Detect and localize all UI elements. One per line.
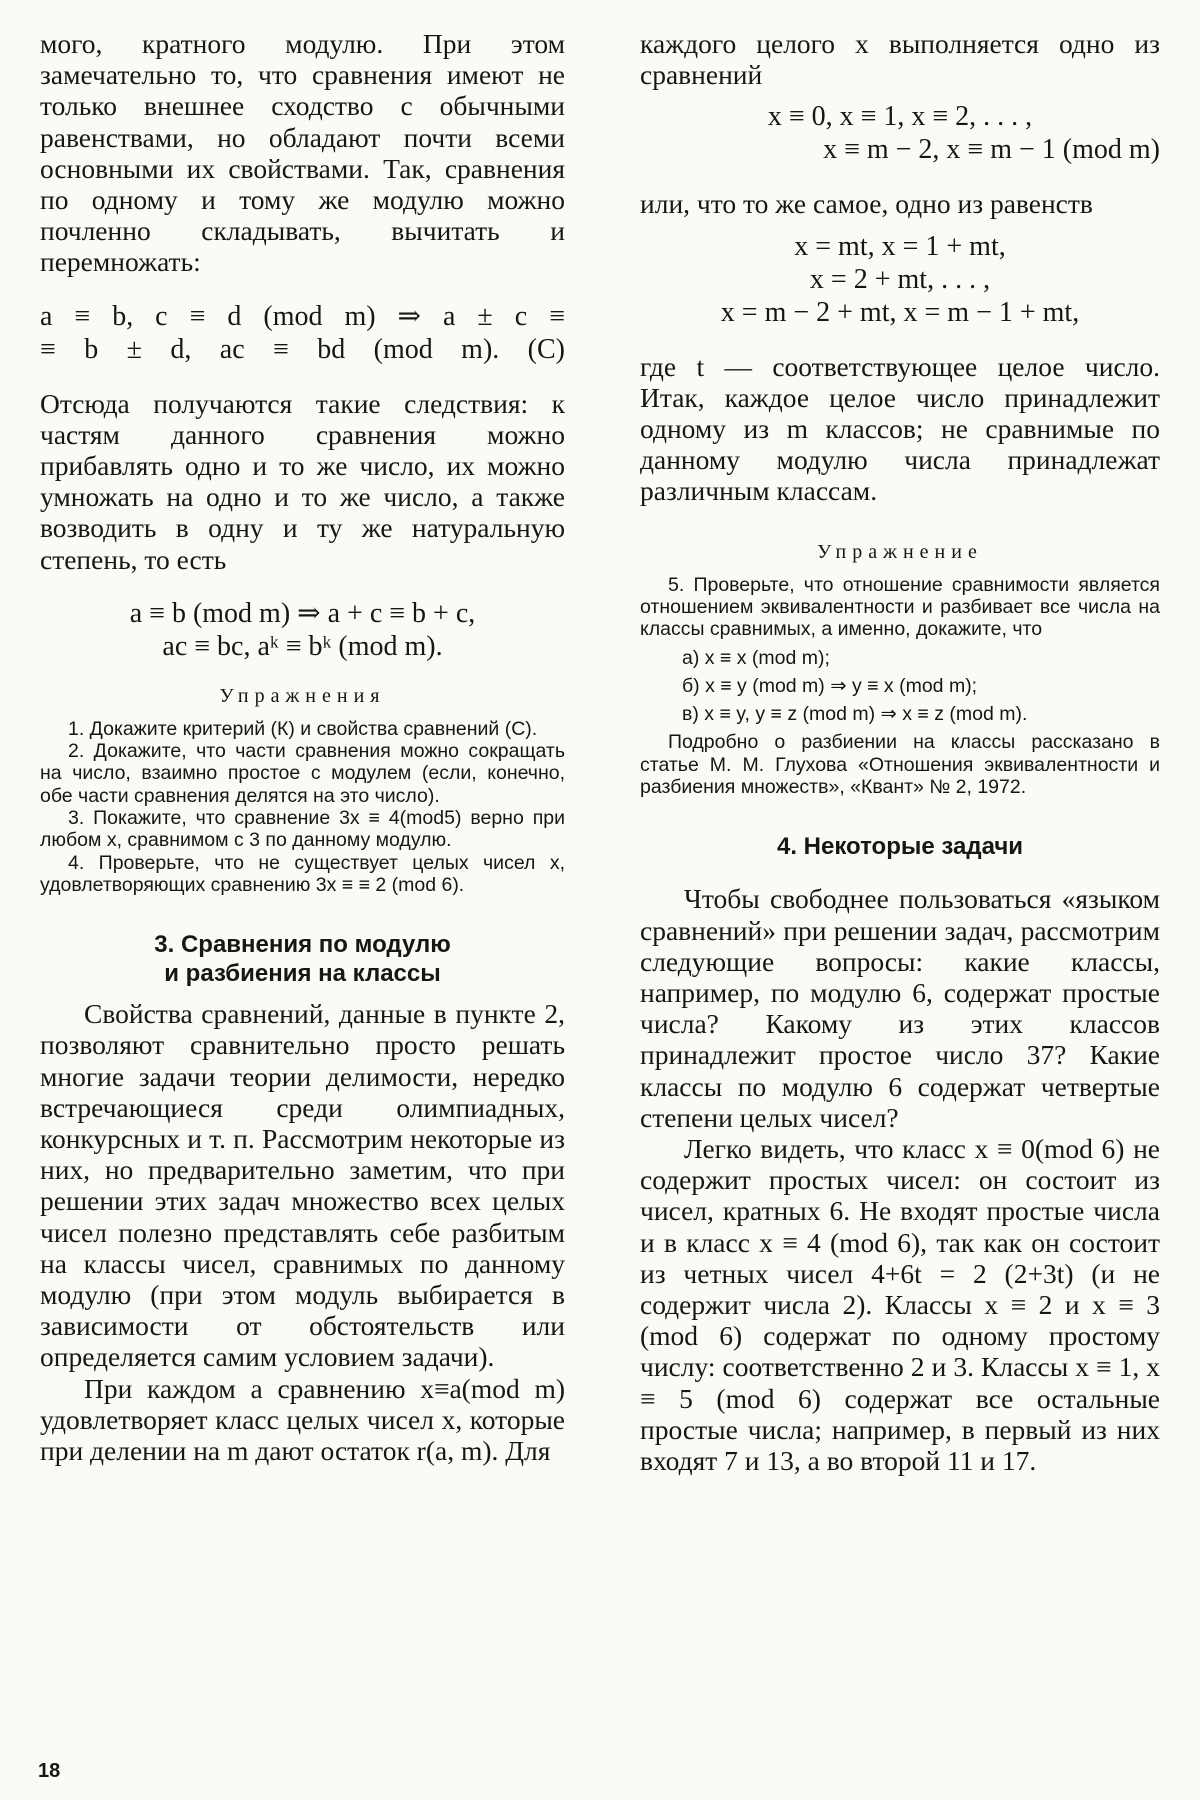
formula-c-line-1: a ≡ b, c ≡ d (mod m) ⇒ a ± c ≡ — [40, 300, 565, 332]
right-paragraph-4: Чтобы свободнее пользоваться «языком сравнений» при решении задач, рассмотрим следующие вопросы: какие классы, например, по модулю 6, содержат простые числа? Какому из этих классов принадлежит простое число 37? Какие классы по модулю 6 содержат четвертые степени целых чисел? — [640, 883, 1160, 1133]
exercise-heading: Упражнение — [817, 540, 983, 563]
right-paragraph-1: каждого целого x выполняется одно из сравнений — [640, 28, 1160, 91]
left-paragraph-3: Свойства сравнений, данные в пункте 2, позволяют сравнительно просто решать многие задачи теории делимости, нередко встречающиеся среди олимпиадных, конкурсных и т. п. Рассмотрим некоторые из них, но предварительно заметим, что при решении этих задач множество всех целых чисел полезно представлять себе разбитым на классы чисел, сравнимых по данному модулю (при этом модуль выбирается в зависимости от обстоятельств или определяется самим условием задачи). — [40, 998, 565, 1373]
formula-equalities-line-2: x = 2 + mt, . . . , — [809, 263, 991, 295]
formula-c-line-2: ≡ b ± d, ac ≡ bd (mod m). (C) — [40, 333, 565, 365]
section-3-title-line-2: и разбиения на классы — [164, 960, 441, 988]
formula-residues-line-2: x ≡ m − 2, x ≡ m − 1 (mod m) — [823, 134, 1160, 166]
exercise-5-c: в) x ≡ y, y ≡ z (mod m) ⇒ x ≡ z (mod m). — [682, 703, 1028, 726]
formula-equalities-line-1: x = mt, x = 1 + mt, — [794, 230, 1006, 262]
section-4-title: 4. Некоторые задачи — [776, 833, 1024, 861]
right-paragraph-5: Легко видеть, что класс x ≡ 0(mod 6) не содержит простых чисел: он состоит из чисел, кратных 6. Не входят простые числа и в класс x ≡ 4 (mod 6), так как он состоит из четных чисел 4+6t = 2 (2+3t) (и не содержит числа 2). Классы x ≡ 2 и x ≡ 3 (mod 6) содержат по одному простому числу: соответственно 2 и 3. Классы x ≡ 1, x ≡ 5 (mod 6) содержат все остальные простые числа; например, в первый из них входят 7 и 13, а во второй 11 и 17. — [640, 1132, 1160, 1476]
exercise-1: 1. Докажите критерий (К) и свойства сравнений (С). — [68, 717, 538, 740]
exercise-2: 2. Докажите, что части сравнения можно сокращать на число, взаимно простое с модулем (если, конечно, обе части сравнения делятся на это число). — [40, 740, 565, 807]
exercises-heading: Упражнения — [219, 684, 386, 707]
left-paragraph-4: При каждом a сравнению x≡a(mod m) удовлетворяет класс целых чисел x, которые при делении на m дают остаток r(a, m). Для — [40, 1372, 565, 1467]
exercise-5: 5. Проверьте, что отношение сравнимости является отношением эквивалентности и разбивает все числа на классы сравнимых, а именно, докажите, что — [640, 573, 1160, 641]
formula-corollary-line-1: a ≡ b (mod m) ⇒ a + c ≡ b + c, — [129, 597, 476, 629]
right-paragraph-3: где t — соответствующее целое число. Итак, каждое целое число принадлежит одному из m классов; не сравнимые по данному модулю числа принадлежат различным классам. — [640, 350, 1160, 507]
page-number: 18 — [38, 1760, 61, 1782]
left-paragraph-1: мого, кратного модулю. При этом замечательно то, что сравнения имеют не только внешнее сходство с обычными равенствами, но обладают почти всеми основными их свойствами. Так, сравнения по одному и тому же модулю можно почленно складывать, вычитать и перемножать: — [40, 28, 565, 278]
exercise-5-a: а) x ≡ x (mod m); — [682, 646, 830, 669]
formula-equalities-line-3: x = m − 2 + mt, x = m − 1 + mt, — [720, 296, 1080, 328]
formula-corollary-line-2: ac ≡ bc, aᵏ ≡ bᵏ (mod m). — [162, 630, 443, 662]
exercise-3: 3. Покажите, что сравнение 3x ≡ 4(mod5) верно при любом x, сравнимом с 3 по данному модулю. — [40, 807, 565, 852]
exercise-4: 4. Проверьте, что не существует целых чисел x, удовлетворяющих сравнению 3x ≡ ≡ 2 (mod 6). — [40, 851, 565, 896]
right-paragraph-2: или, что то же самое, одно из равенств — [640, 188, 1093, 220]
formula-residues-line-1: x ≡ 0, x ≡ 1, x ≡ 2, . . . , — [767, 101, 1033, 133]
exercise-note: Подробно о разбиении на классы рассказано в статье М. М. Глухова «Отношения эквивалентности и разбиения множеств», «Квант» № 2, 1972. — [640, 731, 1160, 798]
left-paragraph-2: Отсюда получаются такие следствия: к частям данного сравнения можно прибавлять одно и то же число, их можно умножать на одно и то же число, а также возводить в одну и ту же натуральную степень, то есть — [40, 387, 565, 575]
left-column — [40, 28, 565, 1466]
section-3-title-line-1: 3. Сравнения по модулю — [154, 931, 451, 959]
right-column — [640, 28, 1160, 1476]
exercise-5-b: б) x ≡ y (mod m) ⇒ y ≡ x (mod m); — [682, 674, 978, 697]
